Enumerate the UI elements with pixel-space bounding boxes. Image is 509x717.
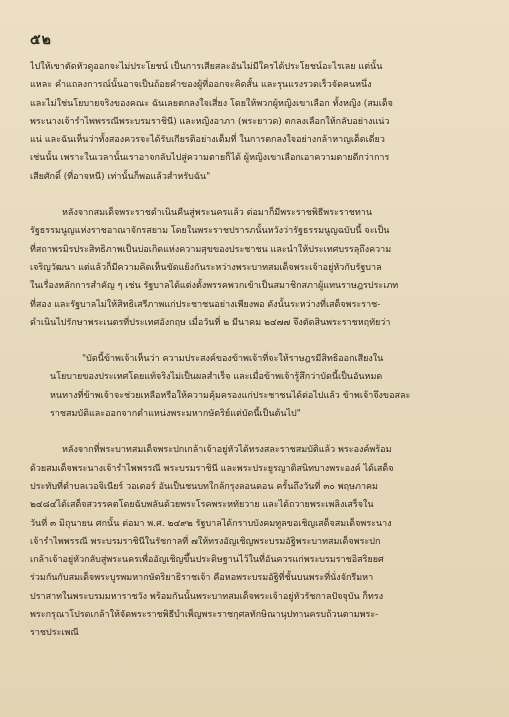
- text-line: พระกรุณาโปรดเกล้าให้จัดพระราชพิธีบำเพ็ญพระราชกุศลทักษิณานุปทานครบถ้วนตามพระ-: [30, 610, 379, 621]
- text-line: พระนางเจ้ารำไพพรรณีพระบรมราชินี) และหญิงอาภา (พระยาวด) ตกลงเลือกให้กลับอย่างแน่ว: [30, 116, 390, 127]
- text-line: ในเรื่องหลักการสำคัญ ๆ เช่น รัฐบาลได้แต่งตั้งพรรคพวกเข้าเป็นสมาชิกสภาผู้แทนราษฎรประเภท: [30, 281, 399, 292]
- text-line: ๒๔๘๔ได้เสด็จสวรรคตโดยฉับพลันด้วยพระโรคพระหทัยวาย และได้ถวายพระเพลิงเสร็จใน: [30, 500, 374, 511]
- quote-line: ราชสมบัติและออกจากตำแหน่งพระมหากษัตริย์แต่บัดนี้เป็นต้นไป": [50, 409, 301, 420]
- text-line: ร่วมกันกับสมเด็จพระบูรพมหากษัตริยาธิราชเจ้า คือหอพระบรมอัฐิที่ชั้นบนพระที่นั่งจักรีมหา: [30, 573, 374, 584]
- page-number: ๕๒: [30, 32, 52, 48]
- text-line: หลังจากสมเด็จพระราชดำเนินคืนสู่พระนครแล้ว ต่อมาก็มีพระราชพิธีพระราชทาน: [62, 208, 372, 219]
- quotation: [30, 350, 482, 423]
- quote-line: หนทางที่ข้าพเจ้าจะช่วยเหลือหรือให้ความคุ้มครองแก่ประชาชนได้ต่อไปแล้ว ข้าพเจ้าจึงขอสละ: [50, 390, 411, 401]
- text-line: ประทับที่ตำบลเวอจิเนียร์ วอเตอร์ อันเป็นชนบทใกล้กรุงลอนดอน ครั้นถึงวันที่ ๓๐ พฤษภาคม: [30, 481, 378, 492]
- paragraph-1: [30, 58, 482, 186]
- text-line: ปราสาทในพระบรมมหาราชวัง พร้อมกันนั้นพระบาทสมเด็จพระเจ้าอยู่หัวรัชกาลปัจจุบัน ก็ทรง: [30, 591, 384, 602]
- text-line: ที่สอง และรัฐบาลไม่ให้สิทธิเสรีภาพแก่ประชาชนอย่างเพียงพอ ดังนั้นระหว่างที่เสด็จพระราช-: [30, 299, 381, 310]
- text-line: หลังจากที่พระบาทสมเด็จพระปกเกล้าเจ้าอยู่หัวได้ทรงสละราชสมบัติแล้ว พระองค์พร้อม: [62, 445, 392, 456]
- text-line: ดำเนินไปรักษาพระเนตรที่ประเทศอังกฤษ เมื่อวันที่ ๒ มีนาคม ๒๔๗๗ จึงตัดสินพระราชหฤทัยว่า: [30, 317, 391, 328]
- text-line: แหละ คำแถลงการณ์นั้นอาจเป็นถ้อยคำของผู้ที่ออกจะคิดสั้น และรุนแรงรวดเร็วจัดคนหนึ่ง: [30, 80, 372, 91]
- text-line: ด้วยสมเด็จพระนางเจ้ารำไพพรรณี พระบรมราชินี และพระประยูรญาติสนิทบางพระองค์ ได้เสด็จ: [30, 463, 394, 474]
- text-line: รัฐธรรมนูญแห่งราชอาณาจักรสยาม โดยในพระราชปรารภนั้นหวังว่ารัฐธรรมนูญฉบับนี้ จะเป็น: [30, 226, 390, 237]
- text-line: และไม่ใช่นโยบายจริงของคณะ ฉันเลยตกลงใจเสี่ยง โดยให้พวกผู้หญิงเขาเลือก ทั้งหญิง (สมเด็จ: [30, 98, 393, 109]
- text-line: เจ้ารำไพพรรณี พระบรมราชินีในรัชกาลที่ ๗ให้ทรงอัญเชิญพระบรมอัฐิพระบาทสมเด็จพระปก: [30, 536, 381, 547]
- closing-paragraph: [30, 441, 482, 642]
- body-text: [30, 58, 482, 643]
- text-line: เช่นนั้น เพราะในเวลานั้นเราอาจกลับไปสู่ความตายก็ได้ ผู้หญิงเขาเลือกเอาความตายดีกว่าการ: [30, 153, 390, 164]
- text-line: ที่สถาพรมิรประสิทธิภาพเป็นบ่อเกิดแห่งความสุขของประชาชน และนำให้ประเทศบรรลุถึงความ: [30, 244, 392, 255]
- text-line: เจริญวัฒนา แต่แล้วก็มีความคิดเห็นขัดแย้งกันระหว่างพระบาทสมเด็จพระเจ้าอยู่หัวกับรัฐบาล: [30, 262, 382, 273]
- text-line: ไปให้เขาตัดหัวดูออกจะไม่ประโยชน์ เป็นการเสียสละอันไม่มีใครได้ประโยชน์อะไรเลย แต่นั้น: [30, 62, 383, 72]
- paragraph-2: [30, 204, 482, 332]
- text-line: วันที่ ๓ มิถุนายน ศกนั้น ต่อมา พ.ศ. ๒๔๙๒ รัฐบาลได้กราบบังคมทูลขอเชิญเสด็จสมเด็จพระนาง: [30, 518, 392, 529]
- quote-line: "บัดนี้ข้าพเจ้าเห็นว่า ความประสงค์ของข้าพเจ้าที่จะให้ราษฎรมีสิทธิออกเสียงใน: [82, 354, 384, 365]
- text-line: เสียศักดิ์ (ที่อาจหนี) เท่านั้นก็พอแล้วสำหรับฉัน": [30, 171, 211, 182]
- quote-line: นโยบายของประเทศโดยแท้จริงไม่เป็นผลสำเร็จ และเมื่อข้าพเจ้ารู้สึกว่าบัดนี้เป็นอันหมด: [50, 372, 383, 383]
- text-line: ราชประเพณี: [30, 628, 79, 639]
- text-line: แน่ และฉันเห็นว่าทั้งสองควรจะได้รับเกียรติอย่างเต็มที่ ในการตกลงใจอย่างกล้าหาญเด็ดเดี่ยว: [30, 135, 385, 146]
- text-line: เกล้าเจ้าอยู่หัวกลับสู่พระนครเพื่ออัญเชิญขึ้นประดิษฐานไว้ในที่อันควรแก่พระบรมราชอิสริยยศ: [30, 555, 384, 566]
